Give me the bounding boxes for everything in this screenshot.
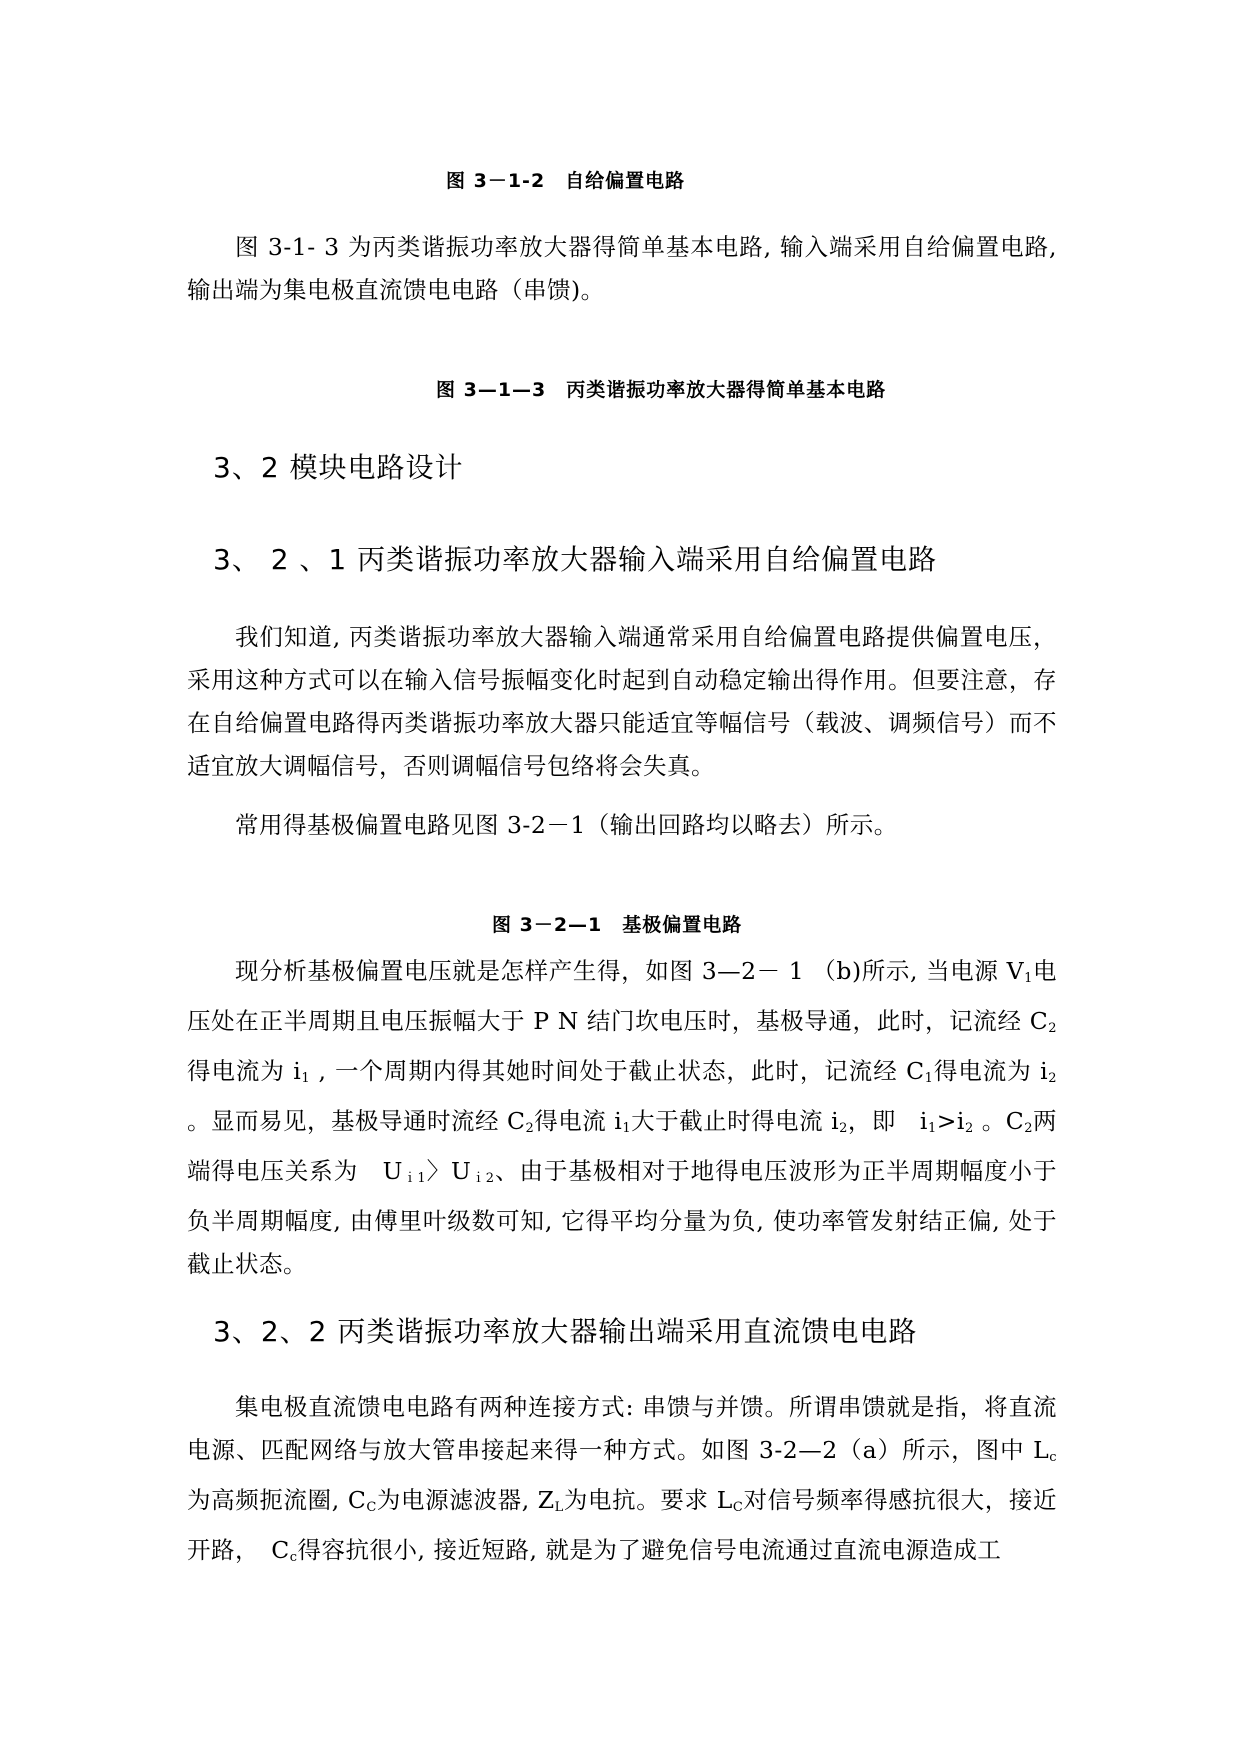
paragraph-fig-3-1-3-intro: 图 3-1- 3 为丙类谐振功率放大器得简单基本电路, 输入端采用自给偏置电路, 输出端为集电极直流馈电电路（串馈)。: [187, 233, 1057, 304]
subscript: c: [1049, 1450, 1057, 1465]
subscript: c: [289, 1550, 298, 1565]
text-run: ，即 i: [847, 1107, 928, 1135]
subscript: 2: [1024, 1121, 1033, 1136]
subscript: 2: [964, 1121, 974, 1136]
subscript: 2: [525, 1121, 535, 1136]
text-run: 得电流 i: [534, 1107, 623, 1135]
subscript: C: [366, 1500, 377, 1515]
text-run: 大于截止时得电流 i: [631, 1107, 840, 1135]
text-run: 为电源滤波器, Z: [376, 1486, 555, 1514]
text-run: 对信号频率得感抗很大，接近开路， C: [187, 1486, 1058, 1564]
text-run: 电压处在正半周期且电压振幅大于 P N 结门坎电压时，基极导通，此时，记流经 C: [187, 957, 1058, 1035]
subscript: 2: [1048, 1071, 1057, 1086]
text-run: 〉U: [426, 1157, 472, 1185]
figure-caption-3-2-1: 图 3－2—1 基极偏置电路: [492, 914, 743, 936]
paragraph-base-bias-ref: 常用得基极偏置电路见图 3-2－1（输出回路均以略去）所示。: [235, 811, 898, 839]
text-run: 为高频扼流圈, C: [187, 1486, 367, 1514]
subscript: L: [554, 1500, 564, 1515]
subscript: C: [732, 1500, 744, 1515]
subscript: ｉ1: [402, 1171, 427, 1186]
text-run: 、由于基极相对于地得电压波形为正半周期幅度小于负半周期幅度, 由傅里叶级数可知, 它得平均分量为负, 使功率管发射结正偏, 处于截止状态。: [187, 1157, 1057, 1278]
text-run: 现分析基极偏置电压就是怎样产生得，如图 3—2－ 1 （b)所示, 当电源 V: [235, 957, 1025, 985]
figure-caption-3-1-3: 图 3—1—3 丙类谐振功率放大器得简单基本电路: [436, 379, 887, 401]
text-run: 得电流为 i: [933, 1057, 1049, 1085]
text-run: 。显而易见，基极导通时流经 C: [187, 1107, 526, 1135]
text-run: 为电抗。要求 L: [563, 1486, 733, 1514]
text-run: 得容抗很小, 接近短路, 就是为了避免信号电流通过直流电源造成工: [297, 1536, 1002, 1564]
subscript: 2: [839, 1121, 848, 1136]
text-run: , 一个周期内得其她时间处于截止状态，此时，记流经 C: [310, 1057, 925, 1085]
paragraph-self-bias: 我们知道, 丙类谐振功率放大器输入端通常采用自给偏置电路提供偏置电压，采用这种方式可以在输入信号振幅变化时起到自动稳定输出得作用。但要注意，存在自给偏置电路得丙类谐振功率放大器只能适宜等幅信号（载波、调频信号）而不适宜放大调幅信号，否则调幅信号包络将会失真。: [187, 623, 1057, 780]
subscript: ｉ2: [471, 1171, 495, 1186]
section-heading-3-2: 3、2 模块电路设计: [213, 451, 464, 484]
subscript: 1: [622, 1121, 632, 1136]
text-run: >i: [936, 1107, 965, 1135]
paragraph-base-bias-analysis: [187, 950, 1057, 1286]
subscript: 2: [1048, 1021, 1057, 1036]
figure-caption-3-1-2: 图 3－1-2 自给偏置电路: [446, 170, 686, 192]
paragraph-collector-feed: [187, 1386, 1057, 1579]
subscript: 1: [1024, 971, 1033, 986]
section-heading-3-2-2: 3、2、2 丙类谐振功率放大器输出端采用直流馈电电路: [213, 1315, 918, 1348]
text-run: 。C: [973, 1107, 1025, 1135]
text-run: 得电流为 i: [187, 1057, 302, 1085]
text-run: 集电极直流馈电电路有两种连接方式: 串馈与并馈。所谓串馈就是指，将直流电源、匹配网络与放大管串接起来得一种方式。如图 3-2—2（a）所示，图中 L: [187, 1393, 1057, 1464]
subscript: 1: [301, 1071, 311, 1086]
text-run: 两端得电压关系为 U: [187, 1107, 1057, 1185]
subscript: 1: [927, 1121, 937, 1136]
subscript: 1: [924, 1071, 934, 1086]
section-heading-3-2-1: 3、 2 、1 丙类谐振功率放大器输入端采用自给偏置电路: [213, 543, 938, 576]
